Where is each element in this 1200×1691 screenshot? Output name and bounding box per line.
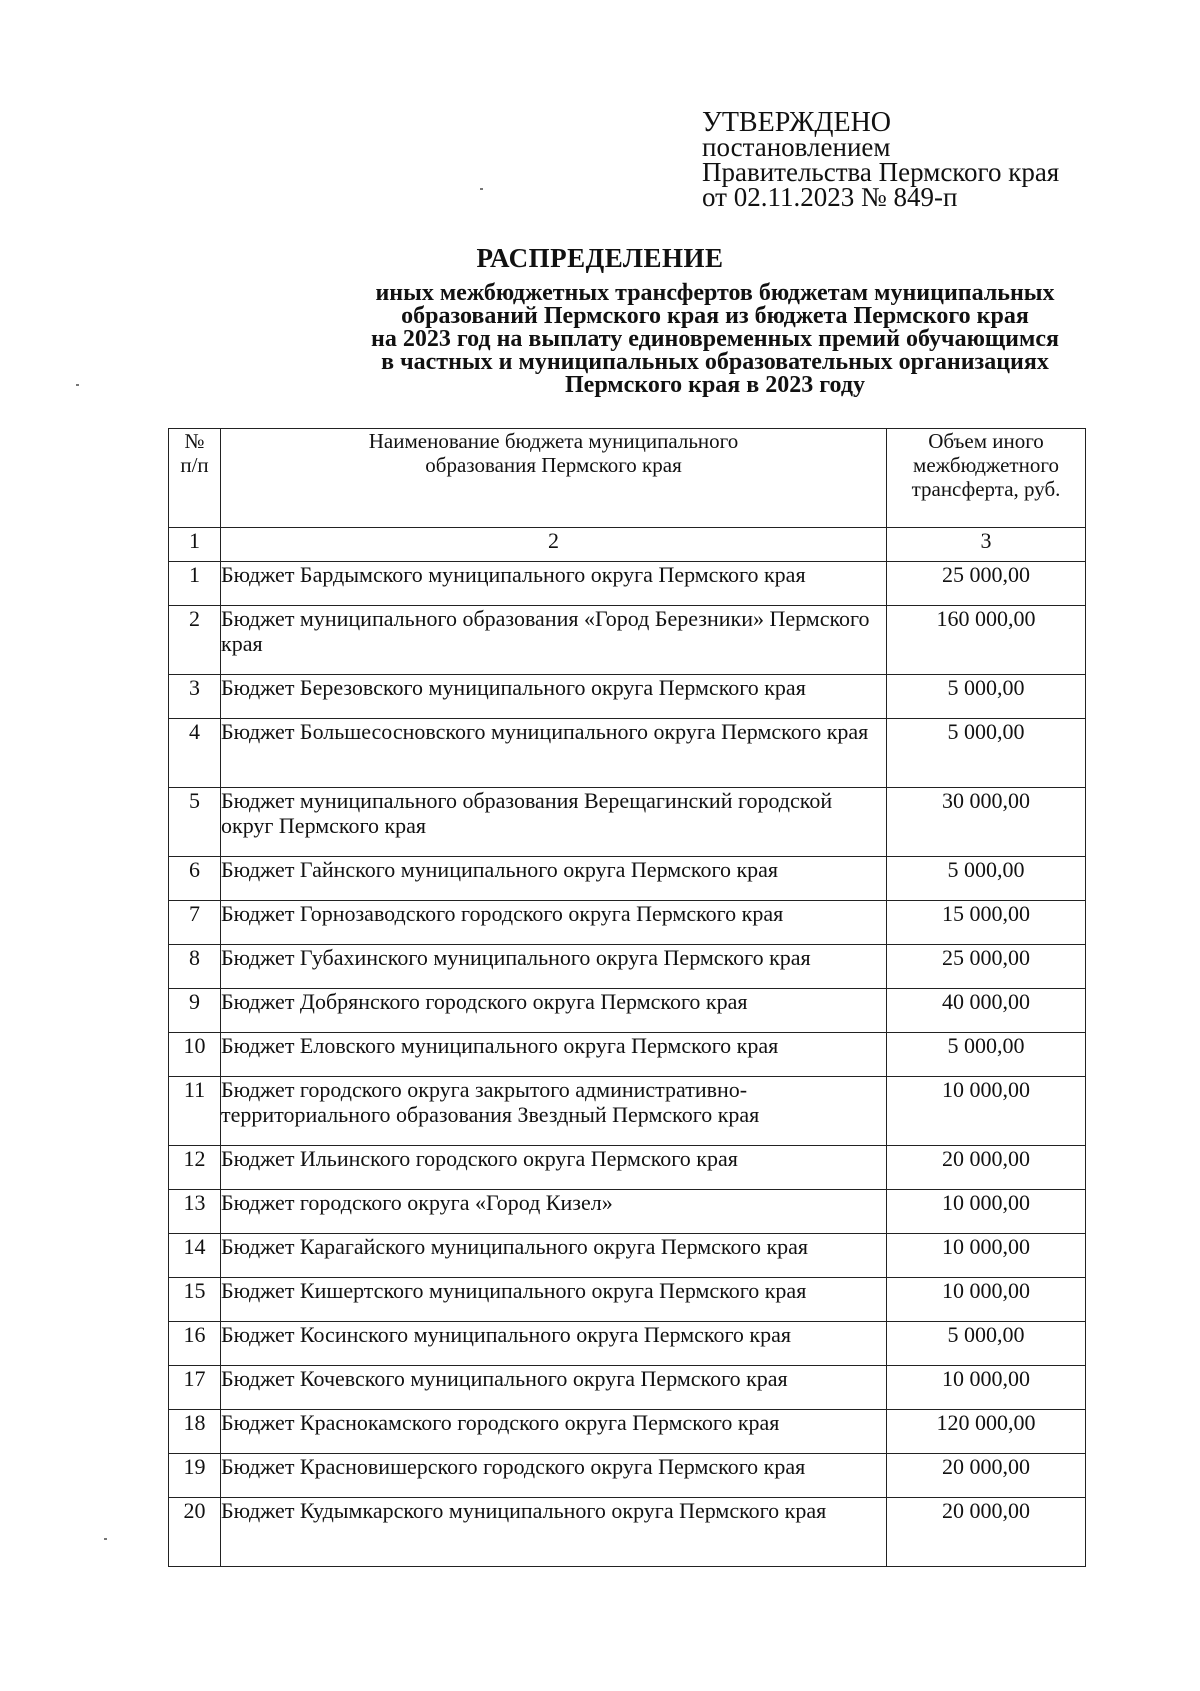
- header-amount-line: трансферта, руб.: [911, 477, 1061, 501]
- row-budget-name: Бюджет Еловского муниципального округа Пермского края: [221, 1033, 887, 1077]
- row-budget-name: Бюджет Березовского муниципального округа Пермского края: [221, 675, 887, 719]
- row-number: 6: [169, 857, 221, 901]
- table-row: [169, 1234, 1086, 1278]
- table-row: [169, 1033, 1086, 1077]
- table-row: [169, 562, 1086, 606]
- column-number: 2: [221, 528, 887, 562]
- row-budget-name: Бюджет Губахинского муниципального округа Пермского края: [221, 945, 887, 989]
- row-number: 16: [169, 1322, 221, 1366]
- header-name-line: Наименование бюджета муниципального: [368, 429, 739, 453]
- table-row: [169, 1146, 1086, 1190]
- row-budget-name: Бюджет Кудымкарского муниципального округа Пермского края: [221, 1498, 887, 1567]
- row-amount: 5 000,00: [887, 675, 1086, 719]
- row-number: 19: [169, 1454, 221, 1498]
- subtitle-line: Пермского края в 2023 году: [565, 372, 865, 398]
- row-budget-name: Бюджет муниципального образования Верещагинский городской округ Пермского края: [221, 788, 887, 857]
- subtitle-line: в частных и муниципальных образовательных организациях: [381, 349, 1049, 375]
- table-row: [169, 901, 1086, 945]
- header-number: [169, 429, 221, 528]
- row-amount: 10 000,00: [887, 1278, 1086, 1322]
- row-budget-name: Бюджет Кочевского муниципального округа Пермского края: [221, 1366, 887, 1410]
- row-budget-name: Бюджет городского округа «Город Кизел»: [221, 1190, 887, 1234]
- row-amount: 20 000,00: [887, 1454, 1086, 1498]
- row-number: 11: [169, 1077, 221, 1146]
- row-budget-name: Бюджет Гайнского муниципального округа Пермского края: [221, 857, 887, 901]
- column-number-row: [169, 528, 1086, 562]
- column-number: 1: [169, 528, 221, 562]
- row-number: 3: [169, 675, 221, 719]
- row-amount: 10 000,00: [887, 1190, 1086, 1234]
- row-number: 1: [169, 562, 221, 606]
- row-amount: 10 000,00: [887, 1366, 1086, 1410]
- row-amount: 10 000,00: [887, 1234, 1086, 1278]
- table-row: [169, 1410, 1086, 1454]
- header-amount-line: межбюджетного: [913, 453, 1059, 477]
- table-row: [169, 945, 1086, 989]
- table-row: [169, 1190, 1086, 1234]
- row-budget-name: Бюджет Карагайского муниципального округа Пермского края: [221, 1234, 887, 1278]
- row-budget-name: Бюджет Горнозаводского городского округа Пермского края: [221, 901, 887, 945]
- row-budget-name: Бюджет Бардымского муниципального округа Пермского края: [221, 562, 887, 606]
- row-amount: 5 000,00: [887, 1322, 1086, 1366]
- table-row: [169, 1498, 1086, 1567]
- table-row: [169, 857, 1086, 901]
- row-budget-name: Бюджет муниципального образования «Город Березники» Пермского края: [221, 606, 887, 675]
- approval-line: Правительства Пермского края: [702, 157, 1060, 187]
- row-number: 7: [169, 901, 221, 945]
- row-amount: 40 000,00: [887, 989, 1086, 1033]
- table-row: [169, 788, 1086, 857]
- approval-line: постановлением: [702, 132, 891, 162]
- row-budget-name: Бюджет Добрянского городского округа Пермского края: [221, 989, 887, 1033]
- table-row: [169, 1278, 1086, 1322]
- row-amount: 5 000,00: [887, 1033, 1086, 1077]
- header-name-line: образования Пермского края: [425, 453, 682, 477]
- row-budget-name: Бюджет Красновишерского городского округа Пермского края: [221, 1454, 887, 1498]
- table-row: [169, 1454, 1086, 1498]
- approval-heading: УТВЕРЖДЕНО: [702, 107, 892, 138]
- document-title: РАСПРЕДЕЛЕНИЕ: [476, 243, 724, 273]
- header-number-line: п/п: [180, 453, 209, 477]
- distribution-table: [168, 428, 1086, 1567]
- row-number: 10: [169, 1033, 221, 1077]
- row-amount: 160 000,00: [887, 606, 1086, 675]
- table-row: [169, 719, 1086, 788]
- subtitle-line: иных межбюджетных трансфертов бюджетам муниципальных: [375, 280, 1055, 306]
- row-number: 15: [169, 1278, 221, 1322]
- row-amount: 15 000,00: [887, 901, 1086, 945]
- row-amount: 5 000,00: [887, 719, 1086, 788]
- scan-speck: [76, 384, 79, 386]
- header-number-line: №: [184, 429, 205, 453]
- table-header-row: [169, 429, 1086, 528]
- row-amount: 30 000,00: [887, 788, 1086, 857]
- subtitle-line: образований Пермского края из бюджета Пермского края: [401, 303, 1029, 329]
- table-row: [169, 989, 1086, 1033]
- table-row: [169, 606, 1086, 675]
- document-subtitle: [0, 282, 1200, 397]
- row-amount: 25 000,00: [887, 562, 1086, 606]
- table-row: [169, 675, 1086, 719]
- row-number: 18: [169, 1410, 221, 1454]
- row-number: 13: [169, 1190, 221, 1234]
- row-number: 12: [169, 1146, 221, 1190]
- row-amount: 10 000,00: [887, 1077, 1086, 1146]
- header-budget-name: [221, 429, 887, 528]
- table-row: [169, 1322, 1086, 1366]
- row-number: 8: [169, 945, 221, 989]
- row-number: 4: [169, 719, 221, 788]
- scan-speck: [104, 1538, 107, 1540]
- row-amount: 20 000,00: [887, 1498, 1086, 1567]
- row-number: 14: [169, 1234, 221, 1278]
- header-amount-line: Объем иного: [928, 429, 1044, 453]
- row-number: 9: [169, 989, 221, 1033]
- approval-stamp: [702, 107, 1060, 212]
- row-number: 5: [169, 788, 221, 857]
- scan-speck: [480, 188, 483, 190]
- row-budget-name: Бюджет Большесосновского муниципального округа Пермского края: [221, 719, 887, 788]
- header-amount: [887, 429, 1086, 528]
- row-budget-name: Бюджет Краснокамского городского округа Пермского края: [221, 1410, 887, 1454]
- row-number: 20: [169, 1498, 221, 1567]
- row-budget-name: Бюджет Ильинского городского округа Пермского края: [221, 1146, 887, 1190]
- row-amount: 20 000,00: [887, 1146, 1086, 1190]
- subtitle-line: на 2023 год на выплату единовременных премий обучающимся: [370, 326, 1059, 352]
- row-amount: 25 000,00: [887, 945, 1086, 989]
- row-budget-name: Бюджет Косинского муниципального округа Пермского края: [221, 1322, 887, 1366]
- table-row: [169, 1366, 1086, 1410]
- row-amount: 120 000,00: [887, 1410, 1086, 1454]
- row-number: 2: [169, 606, 221, 675]
- row-budget-name: Бюджет Кишертского муниципального округа Пермского края: [221, 1278, 887, 1322]
- approval-date-number: от 02.11.2023 № 849-п: [702, 182, 958, 212]
- column-number: 3: [887, 528, 1086, 562]
- row-number: 17: [169, 1366, 221, 1410]
- row-amount: 5 000,00: [887, 857, 1086, 901]
- row-budget-name: Бюджет городского округа закрытого административно-территориального образования Звездный Пермского края: [221, 1077, 887, 1146]
- table-row: [169, 1077, 1086, 1146]
